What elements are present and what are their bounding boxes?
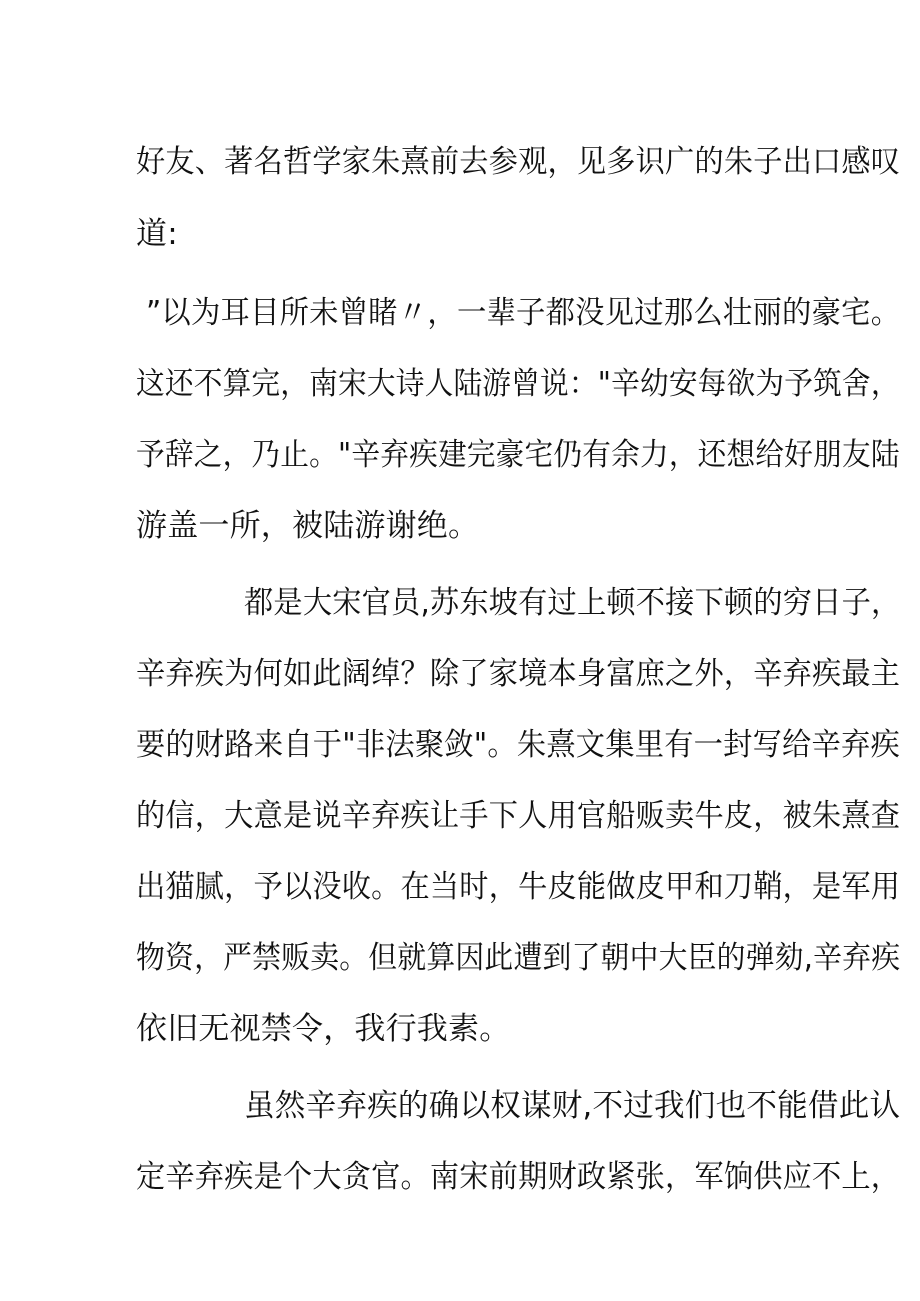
text-line: 道: <box>136 216 178 252</box>
text-line: 定辛弃疾是个大贪官。南宋前期财政紧张，军饷供应不上， <box>136 1159 901 1195</box>
text-line: 好友、著名哲学家朱熹前去参观，见多识广的朱子出口感叹 <box>136 144 901 180</box>
text-line: 这还不算完，南宋大诗人陆游曾说："辛幼安每欲为予筑舍， <box>136 366 900 402</box>
text-line: 要的财路来自于"非法聚敛"。朱熹文集里有一封写给辛弃疾 <box>136 727 900 763</box>
text-line: 的信，大意是说辛弃疾让手下人用官船贩卖牛皮，被朱熹查 <box>136 798 901 834</box>
text-line: 物资，严禁贩卖。但就算因此遭到了朝中大臣的弹劾,辛弃疾 <box>136 940 901 976</box>
text-line: 虽然辛弃疾的确以权谋财,不过我们也不能借此认 <box>244 1088 901 1124</box>
text-line: 都是大宋官员,苏东坡有过上顿不接下顿的穷日子， <box>244 585 901 621</box>
text-line: 游盖一所，被陆游谢绝。 <box>136 508 480 544</box>
text-line: 依旧无视禁令，我行我素。 <box>136 1011 511 1047</box>
text-line: 辛弃疾为何如此阔绰？除了家境本身富庶之外，辛弃疾最主 <box>136 656 901 692</box>
text-line: 出猫腻，予以没收。在当时，牛皮能做皮甲和刀鞘，是军用 <box>136 869 901 905</box>
text-line: ”以为耳目所未曾睹〃，一辈子都没见过那么壮丽的豪宅。 <box>146 295 901 331</box>
text-line: 予辞之，乃止。"辛弃疾建完豪宅仍有余力，还想给好朋友陆 <box>136 437 900 473</box>
